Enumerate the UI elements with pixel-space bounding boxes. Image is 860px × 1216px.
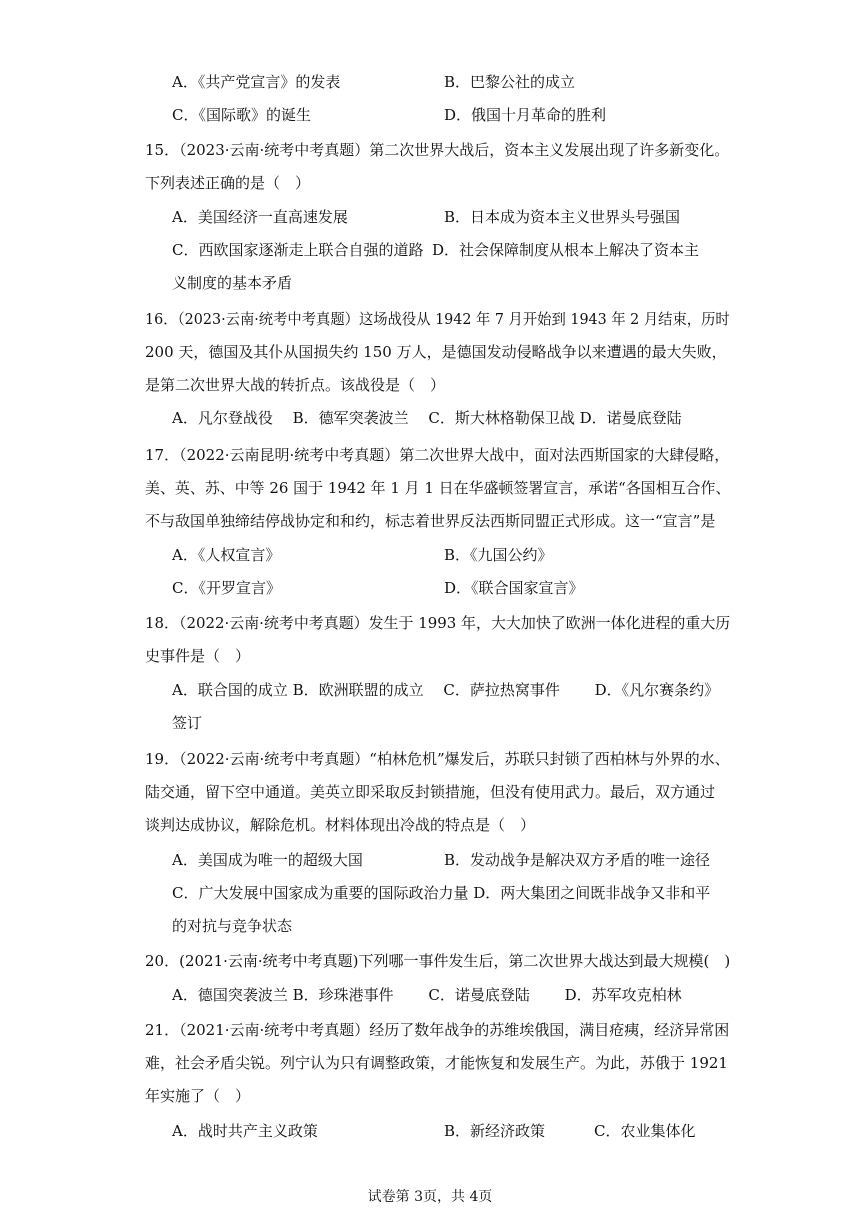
- q17-option-a: A．《人权宣言》: [172, 546, 281, 564]
- q19-option-b: B．发动战争是解决双方矛盾的唯一途径: [444, 851, 711, 869]
- q21-stem-line1: 21．（2021·云南·统考中考真题）经历了数年战争的苏维埃俄国，满目疮痍，经济异常困: [145, 1021, 730, 1039]
- q19-option-a: A．美国成为唯一的超级大国: [172, 851, 363, 869]
- q14-option-a: A．《共产党宣言》的发表: [172, 73, 341, 91]
- q19-stem-line1: 19．（2022·云南·统考中考真题）“柏林危机”爆发后，苏联只封锁了西柏林与外界的水、: [145, 750, 730, 768]
- q17-stem-line1: 17．（2022·云南昆明·统考中考真题）第二次世界大战中，面对法西斯国家的大肆侵略，: [145, 446, 730, 464]
- q16-options: A．凡尔登战役 B．德军突袭波兰 C．斯大林格勒保卫战 D．诺曼底登陆: [172, 409, 682, 427]
- q17-option-d: D．《联合国家宣言》: [444, 579, 584, 597]
- q15-stem-line1: 15．（2023·云南·统考中考真题）第二次世界大战后，资本主义发展出现了许多新变化。: [145, 141, 730, 159]
- q15-option-b: B．日本成为资本主义世界头号强国: [444, 208, 681, 226]
- q21-option-c: C．农业集体化: [594, 1122, 696, 1140]
- q19-option-d-continued: 的对抗与竞争状态: [172, 917, 293, 935]
- q14-option-b: B．巴黎公社的成立: [444, 73, 576, 91]
- q18-stem-line1: 18．（2022·云南·统考中考真题）发生于 1993 年，大大加快了欧洲一体化进程的重大历: [145, 614, 731, 632]
- q17-option-c: C．《开罗宣言》: [172, 579, 281, 597]
- q21-option-a: A．战时共产主义政策: [172, 1122, 318, 1140]
- q17-stem-line3: 不与敌国单独缔结停战协定和和约，标志着世界反法西斯同盟正式形成。这一“宣言”是: [145, 512, 716, 530]
- q15-option-d: D．社会保障制度从根本上解决了资本主: [432, 241, 700, 259]
- q21-stem-line2: 难，社会矛盾尖锐。列宁认为只有调整政策，才能恢复和发展生产。为此，苏俄于 1921: [145, 1054, 728, 1072]
- q16-stem-line3: 是第二次世界大战的转折点。该战役是（ ）: [145, 376, 446, 394]
- q19-options-c-d: C．广大发展中国家成为重要的国际政治力量 D．两大集团之间既非战争又非和平: [172, 884, 711, 902]
- q19-stem-line3: 谈判达成协议，解除危机。材料体现出冷战的特点是（ ）: [145, 816, 536, 834]
- q20-stem-line1: 20．(2021·云南·统考中考真题)下列哪一事件发生后，第二次世界大战达到最大规模( ): [145, 952, 731, 970]
- q15-option-d-continued: 义制度的基本矛盾: [172, 274, 293, 292]
- q15-option-a: A．美国经济一直高速发展: [172, 208, 348, 226]
- q21-option-b: B．新经济政策: [444, 1122, 546, 1140]
- q20-options: A．德国突袭波兰 B．珍珠港事件 C．诺曼底登陆 D．苏军攻克柏林: [172, 986, 682, 1004]
- q15-stem-line2: 下列表述正确的是（ ）: [145, 174, 311, 192]
- q18-options: A．联合国的成立 B．欧洲联盟的成立 C．萨拉热窝事件 D．《凡尔赛条约》: [172, 681, 720, 699]
- q18-stem-line2: 史事件是（ ）: [145, 647, 251, 665]
- q19-stem-line2: 陆交通，留下空中通道。美英立即采取反封锁措施，但没有使用武力。最后，双方通过: [145, 783, 716, 801]
- q16-stem-line1: 16．（2023·云南·统考中考真题）这场战役从 1942 年 7 月开始到 1943 年 2 月结束，历时: [145, 310, 730, 328]
- q17-option-b: B．《九国公约》: [444, 546, 553, 564]
- q16-stem-line2: 200 天，德国及其仆从国损失约 150 万人，是德国发动侵略战争以来遭遇的最大失败，: [145, 343, 727, 361]
- q17-stem-line2: 美、英、苏、中等 26 国于 1942 年 1 月 1 日在华盛顿签署宣言，承诺“各国相互合作、: [145, 479, 731, 497]
- q21-stem-line3: 年实施了（ ）: [145, 1087, 251, 1105]
- q14-option-d: D．俄国十月革命的胜利: [444, 106, 607, 124]
- q14-option-c: C．《国际歌》的诞生: [172, 106, 311, 124]
- q18-option-d-continued: 签订: [172, 714, 203, 732]
- page-footer: 试卷第 3页，共 4页: [367, 1189, 493, 1205]
- q15-option-c: C．西欧国家逐渐走上联合自强的道路: [172, 241, 424, 259]
